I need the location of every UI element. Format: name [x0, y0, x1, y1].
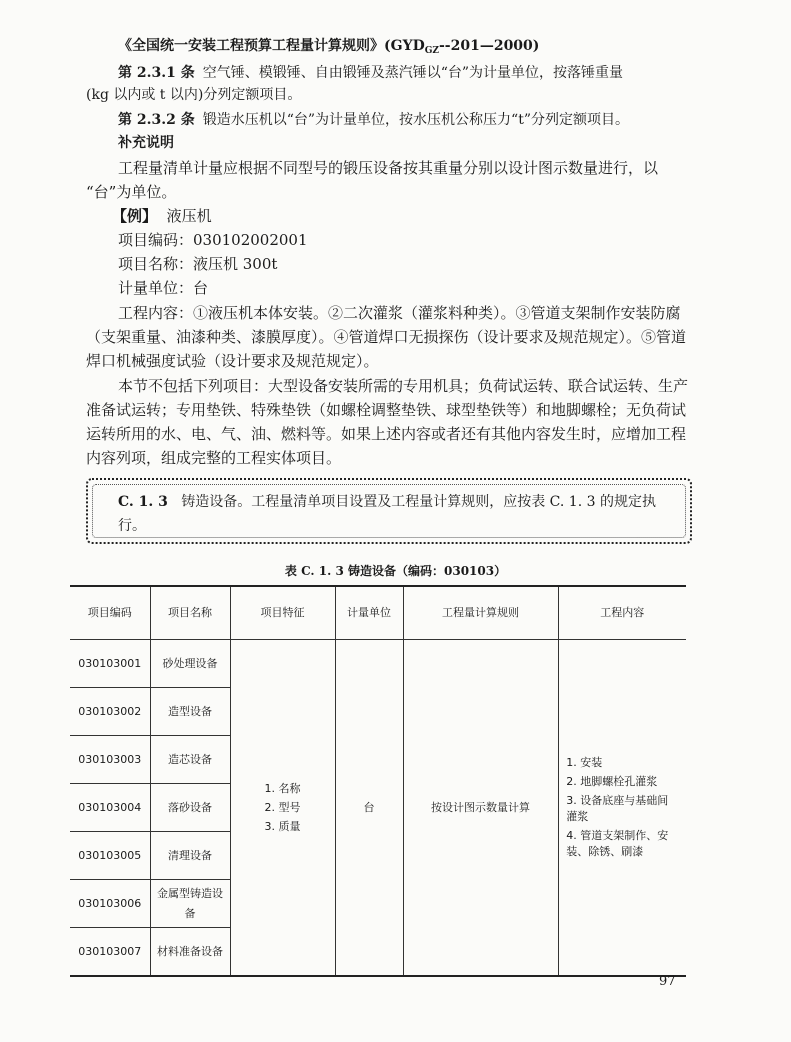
header-item-code: 项目编码 [70, 586, 150, 640]
source-title-subscript: GZ [424, 46, 439, 56]
section-description: 铸造设备。工程量清单项目设置及工程量计算规则，应按表 C. 1. 3 的规定执行。 [118, 494, 656, 534]
work-item: 1. 安装 [566, 756, 603, 769]
features-cell [230, 640, 335, 977]
header-calc-rule: 工程量计算规则 [403, 586, 558, 640]
exclusion-text-4: 内容列项，组成完整的工程实体项目。 [86, 449, 342, 467]
item-code-cell: 030103004 [70, 784, 150, 832]
item-code-line: 项目编码：030102002001 [118, 231, 308, 249]
example-name: 液压机 [166, 207, 212, 225]
clause-231 [118, 64, 623, 82]
item-name-cell: 落砂设备 [150, 784, 230, 832]
table-header-row [70, 586, 686, 640]
calc-rule-cell: 按设计图示数量计算 [403, 640, 558, 977]
item-code-cell: 030103007 [70, 928, 150, 977]
exclusion-text-2: 准备试运转；专用垫铁、特殊垫铁（如螺栓调整垫铁、球型垫铁等）和地脚螺栓；无负荷试 [86, 401, 687, 419]
example-line [112, 207, 212, 225]
work-content-1: 工程内容：①液压机本体安装。②二次灌浆（灌浆料种类）。③管道支架制作安装防腐 [118, 304, 681, 322]
item-code-cell: 030103006 [70, 880, 150, 928]
feature-item: 3. 质量 [264, 819, 301, 833]
item-name-cell: 材料准备设备 [150, 928, 230, 977]
supplement-heading: 补充说明 [118, 135, 174, 151]
source-title [118, 37, 539, 60]
work-item: 4. 管道支架制作、安装、除锈、刷漆 [566, 829, 669, 858]
exclusion-text-1: 本节不包括下列项目：大型设备安装所需的专用机具；负荷试运转、联合试运转、生产 [118, 377, 689, 395]
work-content-cell [558, 640, 686, 977]
section-box [86, 478, 692, 544]
header-item-name: 项目名称 [150, 586, 230, 640]
clause-232-number: 第 2.3.2 条 [118, 112, 195, 128]
exclusion-text-3: 运转所用的水、电、气、油、燃料等。如果上述内容或者还有其他内容发生时，应增加工程 [86, 425, 687, 443]
clause-232-text: 锻造水压机以“台”为计量单位，按水压机公称压力“t”分列定额项目。 [202, 112, 629, 128]
clause-232 [118, 111, 629, 129]
source-title-main: 《全国统一安装工程预算工程量计算规则》(GYD [118, 38, 425, 54]
work-item: 3. 设备底座与基础间灌浆 [566, 794, 669, 823]
work-item: 2. 地脚螺栓孔灌浆 [566, 775, 658, 788]
table-row [70, 640, 686, 688]
section-box-text [118, 490, 678, 538]
header-work-content: 工程内容 [558, 586, 686, 640]
clause-231-text-1: 空气锤、模锻锤、自由锻锤及蒸汽锤以“台”为计量单位，按落锤重量 [202, 65, 624, 81]
unit-line: 计量单位：台 [118, 279, 209, 297]
example-tag: 【例】 [112, 207, 158, 225]
unit-cell: 台 [335, 640, 403, 977]
item-name-cell: 金属型铸造设备 [150, 880, 230, 928]
table-caption: 表 C. 1. 3 铸造设备（编码：030103） [284, 564, 507, 578]
feature-item: 1. 名称 [264, 781, 301, 795]
supplement-text-1: 工程量清单计量应根据不同型号的锻压设备按其重量分别以设计图示数量进行，以 [118, 159, 659, 177]
item-name-cell: 清理设备 [150, 832, 230, 880]
work-content-2: （支架重量、油漆种类、漆膜厚度）。④管道焊口无损探伤（设计要求及规范规定）。⑤管道 [86, 328, 687, 346]
feature-item: 2. 型号 [264, 800, 301, 814]
item-name-cell: 砂处理设备 [150, 640, 230, 688]
section-code: C. 1. 3 [118, 494, 168, 510]
item-name-cell: 造型设备 [150, 688, 230, 736]
item-code-cell: 030103001 [70, 640, 150, 688]
item-code-cell: 030103002 [70, 688, 150, 736]
item-code-cell: 030103003 [70, 736, 150, 784]
item-code-cell: 030103005 [70, 832, 150, 880]
page-number: 97 [659, 974, 676, 989]
header-item-features: 项目特征 [230, 586, 335, 640]
header-unit: 计量单位 [335, 586, 403, 640]
supplement-text-2: “台”为单位。 [86, 183, 177, 201]
work-content-3: 焊口机械强度试验（设计要求及规范规定）。 [86, 352, 379, 370]
spec-table [70, 585, 686, 977]
clause-231-number: 第 2.3.1 条 [118, 65, 195, 81]
features-list [265, 778, 301, 838]
item-name-line: 项目名称：液压机 300t [118, 255, 278, 273]
item-name-cell: 造芯设备 [150, 736, 230, 784]
source-title-code: --201—2000) [438, 38, 540, 54]
work-content-list [566, 752, 678, 863]
clause-231-text-2: (kg 以内或 t 以内)分列定额项目。 [86, 87, 302, 103]
